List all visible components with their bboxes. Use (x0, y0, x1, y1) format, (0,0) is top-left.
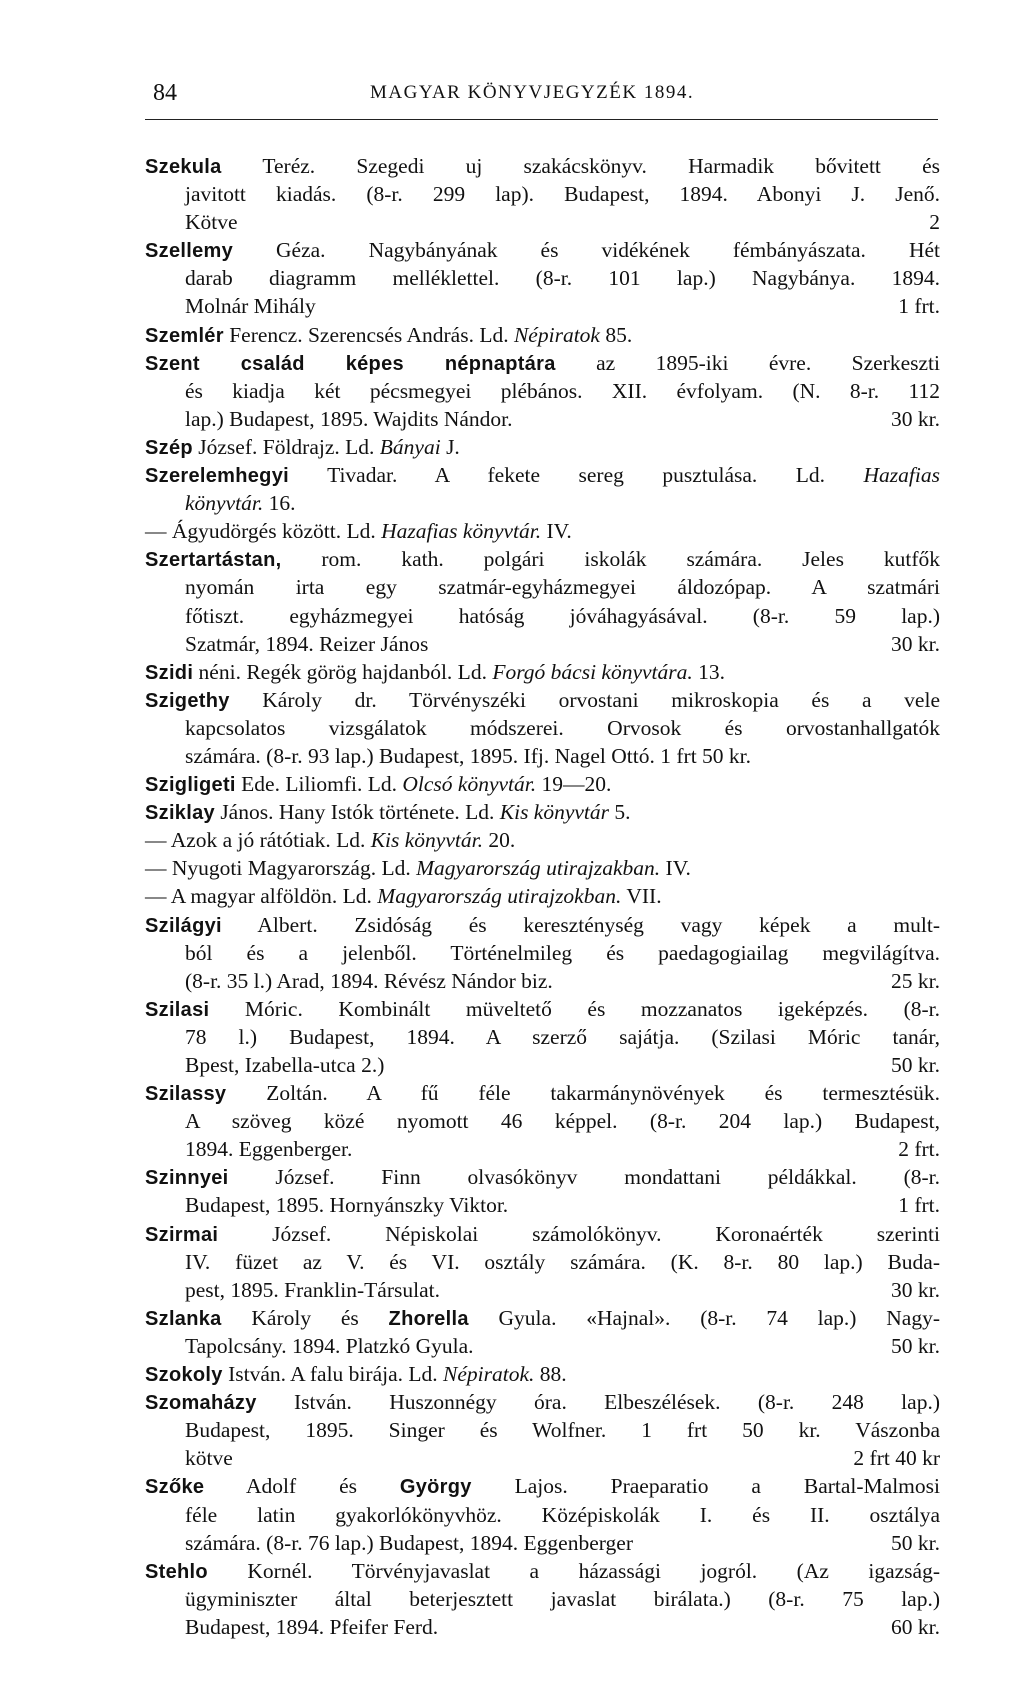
entry-coauthor: György (399, 1476, 472, 1499)
entry-text-tail: IV. (541, 519, 572, 544)
series-reference: Olcsó könyvtár. (402, 772, 537, 797)
entry-text-tail: 5. (609, 800, 631, 825)
entry-text: nyomán irta egy szatmár-egyházmegyei áldozópap. A szatmári (185, 575, 940, 600)
page-number: 84 (153, 80, 177, 106)
entry-text: rom. kath. polgári iskolák számára. Jeles kutfők (281, 547, 940, 572)
entry-line (185, 602, 940, 630)
entry-text: József. Népiskolai számolókönyv. Koronaérték szerinti (218, 1221, 940, 1246)
entry-line (185, 1501, 940, 1529)
bibliography-entry (145, 433, 940, 461)
entry-text: az 1895-iki évre. Szerkeszti (555, 350, 940, 375)
entry-line (185, 1416, 940, 1444)
entry-line (185, 1613, 940, 1641)
entry-line (185, 1332, 940, 1360)
entry-author: Stehlo (145, 1560, 208, 1583)
bibliography-entry (145, 1079, 940, 1163)
entry-text: Bpest, Izabella-utca 2.) (185, 1053, 385, 1077)
entry-price: 30 kr. (891, 1277, 940, 1302)
entry-text: Budapest, 1895. Singer és Wolfner. 1 frt 50 kr. Vászonba (185, 1418, 940, 1443)
entry-text: Kötve (185, 210, 238, 235)
entry-text: Molnár Mihály (185, 294, 316, 319)
bibliography-entry (145, 517, 940, 545)
series-reference: Bányai (379, 434, 441, 459)
entry-author: Szekula (145, 156, 222, 178)
entry-author: Szinnyei (145, 1167, 229, 1190)
entry-line (185, 1585, 940, 1613)
entry-text-tail: 20. (482, 828, 516, 853)
bibliography-entry (145, 321, 940, 349)
entry-author: Szemlér (145, 324, 224, 347)
bibliography-entry (145, 1388, 940, 1472)
entry-text: IV. füzet az V. és VI. osztály számára. (K. 8-r. 80 lap.) Buda- (185, 1249, 940, 1274)
entry-line (145, 770, 940, 798)
entry-line (145, 1360, 940, 1388)
entry-line (185, 1529, 940, 1557)
running-title: MAGYAR KÖNYVJEGYZÉK 1894. (370, 82, 695, 103)
entry-text: Kornél. Törvényjavaslat a házassági jogról. (Az igazság- (207, 1558, 940, 1583)
entry-author: Szellemy (145, 240, 234, 263)
header-rule (145, 119, 938, 120)
series-reference: Magyarország utirajzokban. (377, 884, 622, 909)
entry-line (145, 236, 940, 264)
entry-text: javitott kiadás. (8-r. 299 lap). Budapest, 1894. Abonyi J. Jenő. (185, 182, 940, 207)
entry-price: 50 kr. (891, 1333, 940, 1358)
series-reference: Hazafias (863, 463, 940, 488)
entry-text: pest, 1895. Franklin-Társulat. (185, 1277, 440, 1302)
entry-text: Móric. Kombinált müveltető és mozzanatos igeképzés. (8-r. (209, 996, 940, 1021)
entry-line (185, 967, 940, 995)
entry-text: Teréz. Szegedi uj szakácskönyv. Harmadik bővitett és (221, 154, 940, 178)
entry-text: Adolf és (204, 1474, 400, 1499)
entry-text: — Azok a jó rátótiak. Ld. (145, 828, 371, 853)
entry-author: Szép (145, 436, 193, 459)
entry-coauthor: Zhorella (388, 1307, 469, 1330)
entry-line (145, 1557, 940, 1585)
entry-line (145, 882, 940, 910)
entry-text: lap.) Budapest, 1895. Wajdits Nándor. (185, 406, 513, 431)
entry-text: Szatmár, 1894. Reizer János (185, 631, 429, 656)
entry-text: Albert. Zsidóság és kereszténység vagy képek a mult- (221, 912, 940, 937)
series-reference: Magyarország utirajzakban. (416, 856, 661, 881)
entry-line (145, 1388, 940, 1416)
entry-line (185, 1248, 940, 1276)
entry-line (145, 686, 940, 714)
series-reference: Forgó bácsi könyvtára. (492, 659, 693, 684)
entry-line (145, 1163, 940, 1191)
bibliography-entry (145, 911, 940, 995)
entry-text: — Nyugoti Magyarország. Ld. (145, 856, 417, 881)
entry-line (145, 1304, 940, 1332)
entry-text: — A magyar alföldön. Ld. (145, 884, 378, 909)
entry-text: néni. Regék görög hajdanból. Ld. (193, 659, 493, 684)
entry-line (185, 180, 940, 208)
entry-line (145, 321, 940, 349)
entry-line (145, 1079, 940, 1107)
entry-line (145, 798, 940, 826)
entry-author: Szertartástan, (145, 549, 282, 572)
entry-author: Szilasi (145, 998, 210, 1021)
bibliography-entry (145, 658, 940, 686)
entry-text-tail: J. (440, 434, 460, 459)
entry-line (185, 1051, 940, 1079)
entry-author: Szilassy (145, 1083, 227, 1106)
entry-line (185, 489, 940, 517)
bibliography-entry (145, 826, 940, 854)
bibliography-entry (145, 152, 940, 236)
entry-text-tail: 19—20. (536, 772, 612, 797)
entry-line (145, 911, 940, 939)
entry-price: 50 kr. (891, 1053, 940, 1077)
entry-text-tail: IV. (660, 856, 691, 881)
entry-line (185, 714, 940, 742)
entry-author: Szirmai (145, 1223, 219, 1246)
bibliography-entry (145, 882, 940, 910)
entry-price: 60 kr. (891, 1614, 940, 1639)
entry-text: darab diagramm melléklettel. (8-r. 101 lap.) Nagybánya. 1894. (185, 266, 940, 291)
series-reference: Népiratok. (443, 1362, 535, 1387)
entry-author: Szigethy (145, 689, 230, 712)
entry-line (145, 1472, 940, 1500)
entry-line (185, 1107, 940, 1135)
page-header (145, 80, 940, 110)
entry-price: 1 frt. (898, 294, 940, 319)
entry-price: 2 frt 40 kr (853, 1446, 940, 1471)
entry-line (145, 152, 940, 180)
bibliography-entry (145, 349, 940, 433)
series-reference: Kis könyvtár. (370, 828, 483, 853)
entry-text: Tivadar. A fekete sereg pusztulása. Ld. (288, 463, 864, 488)
entry-price: 50 kr. (891, 1530, 940, 1555)
bibliography-entry (145, 686, 940, 770)
entry-text-tail: VII. (621, 884, 662, 909)
entry-line (145, 658, 940, 686)
entry-price: 2 frt. (898, 1137, 940, 1162)
bibliography-entry (145, 995, 940, 1079)
series-reference: Hazafias könyvtár. (381, 519, 542, 544)
bibliography-entry (145, 770, 940, 798)
entry-line (145, 517, 940, 545)
entry-text: (8-r. 35 l.) Arad, 1894. Révész Nándor biz. (185, 968, 553, 993)
entry-line (145, 349, 940, 377)
entry-author: Szőke (145, 1476, 205, 1499)
entry-text: számára. (8-r. 93 lap.) Budapest, 1895. Ifj. Nagel Ottó. 1 frt 50 kr. (185, 743, 752, 768)
entry-text: József. Finn olvasókönyv mondattani példákkal. (8-r. (228, 1165, 940, 1190)
entry-text: kapcsolatos vizsgálatok módszerei. Orvosok és orvostanhallgatók (185, 715, 940, 740)
entry-line (145, 995, 940, 1023)
entry-text: Géza. Nagybányának és vidékének fémbányászata. Hét (233, 238, 940, 263)
entry-line (145, 461, 940, 489)
entry-text: A szöveg közé nyomott 46 képpel. (8-r. 204 lap.) Budapest, (185, 1109, 940, 1134)
entry-text-tail: Lajos. Praeparatio a Bartal-Malmosi (471, 1474, 940, 1499)
entry-text-tail: 16. (263, 491, 296, 516)
bibliography-entries (145, 152, 940, 1641)
entry-price: 1 frt. (898, 1193, 940, 1218)
entry-line (185, 1444, 940, 1472)
entry-text: Tapolcsány. 1894. Platzkó Gyula. (185, 1333, 474, 1358)
series-reference: Kis könyvtár (499, 800, 610, 825)
entry-text: István. Huszonnégy óra. Elbeszélések. (8-r. 248 lap.) (256, 1390, 940, 1415)
entry-line (185, 208, 940, 236)
entry-line (185, 292, 940, 320)
entry-line (185, 630, 940, 658)
entry-line (145, 1220, 940, 1248)
entry-text: 1894. Eggenberger. (185, 1137, 353, 1162)
entry-text: 78 l.) Budapest, 1894. A szerző sajátja. (Szilasi Móric tanár, (185, 1024, 940, 1049)
entry-line (185, 939, 940, 967)
entry-author: Szent család képes népnaptára (145, 352, 556, 375)
entry-line (185, 1023, 940, 1051)
entry-line (185, 264, 940, 292)
entry-text: ügyminiszter által beterjesztett javaslat birálata.) (8-r. 75 lap.) (185, 1586, 940, 1611)
entry-line (185, 1276, 940, 1304)
entry-text-tail: 85. (599, 322, 633, 347)
series-reference: Népiratok (513, 322, 600, 347)
entry-text-tail: Gyula. «Hajnal». (8-r. 74 lap.) Nagy- (468, 1305, 940, 1330)
bibliography-entry (145, 798, 940, 826)
entry-author: Szokoly (145, 1364, 223, 1387)
entry-line (185, 405, 940, 433)
entry-text: Károly dr. Törvényszéki orvostani mikroskopia és a vele (229, 687, 940, 712)
entry-author: Szilágyi (145, 914, 222, 937)
entry-author: Sziklay (145, 802, 215, 825)
entry-text: Károly és (221, 1305, 389, 1330)
entry-text: Budapest, 1895. Hornyánszky Viktor. (185, 1193, 509, 1218)
entry-author: Szigligeti (145, 774, 236, 797)
bibliography-entry (145, 1304, 940, 1360)
entry-text: és kiadja két pécsmegyei plébános. XII. évfolyam. (N. 8-r. 112 (185, 378, 940, 403)
entry-text: ból és a jelenből. Történelmileg és paedagogiailag megvilágítva. (185, 940, 940, 965)
entry-text: Ferencz. Szerencsés András. Ld. (223, 322, 514, 347)
bibliography-entry (145, 545, 940, 657)
entry-line (145, 433, 940, 461)
entry-text: főtiszt. egyházmegyei hatóság jóváhagyásával. (8-r. 59 lap.) (185, 603, 940, 628)
entry-author: Szerelemhegyi (145, 465, 289, 488)
entry-price: 30 kr. (891, 631, 940, 656)
bibliography-entry (145, 854, 940, 882)
bibliography-entry (145, 1557, 940, 1641)
entry-line (145, 826, 940, 854)
bibliography-entry (145, 1163, 940, 1219)
entry-text-tail: 88. (534, 1362, 567, 1387)
entry-text: Ede. Liliomfi. Ld. (235, 772, 403, 797)
entry-price: 2 (929, 210, 940, 235)
entry-text: — Ágyudörgés között. Ld. (145, 519, 382, 544)
entry-text-tail: 13. (692, 659, 726, 684)
entry-author: Szlanka (145, 1307, 222, 1330)
entry-price: 30 kr. (891, 406, 940, 431)
entry-line (145, 545, 940, 573)
entry-line (185, 742, 940, 770)
entry-line (185, 377, 940, 405)
entry-line (185, 1135, 940, 1163)
entry-text: Zoltán. A fű féle takarmánynövények és termesztésük. (226, 1081, 940, 1106)
entry-author: Szomaházy (145, 1392, 257, 1415)
entry-text: Budapest, 1894. Pfeifer Ferd. (185, 1614, 439, 1639)
entry-line (185, 1191, 940, 1219)
entry-text: kötve (185, 1446, 233, 1471)
bibliography-entry (145, 461, 940, 517)
entry-text: János. Hany Istók története. Ld. (214, 800, 500, 825)
entry-price: 25 kr. (891, 968, 940, 993)
series-reference: könyvtár. (185, 491, 264, 516)
entry-text: István. A falu birája. Ld. (222, 1362, 444, 1387)
bibliography-entry (145, 1472, 940, 1556)
entry-line (145, 854, 940, 882)
bibliography-entry (145, 236, 940, 320)
bibliography-entry (145, 1220, 940, 1304)
entry-author: Szidi (145, 661, 194, 684)
entry-text: József. Földrajz. Ld. (192, 434, 380, 459)
bibliography-entry (145, 1360, 940, 1388)
entry-line (185, 573, 940, 601)
entry-text: féle latin gyakorlókönyvhöz. Középiskolák I. és II. osztálya (185, 1502, 940, 1527)
entry-text: számára. (8-r. 76 lap.) Budapest, 1894. Eggenberger (185, 1530, 633, 1555)
